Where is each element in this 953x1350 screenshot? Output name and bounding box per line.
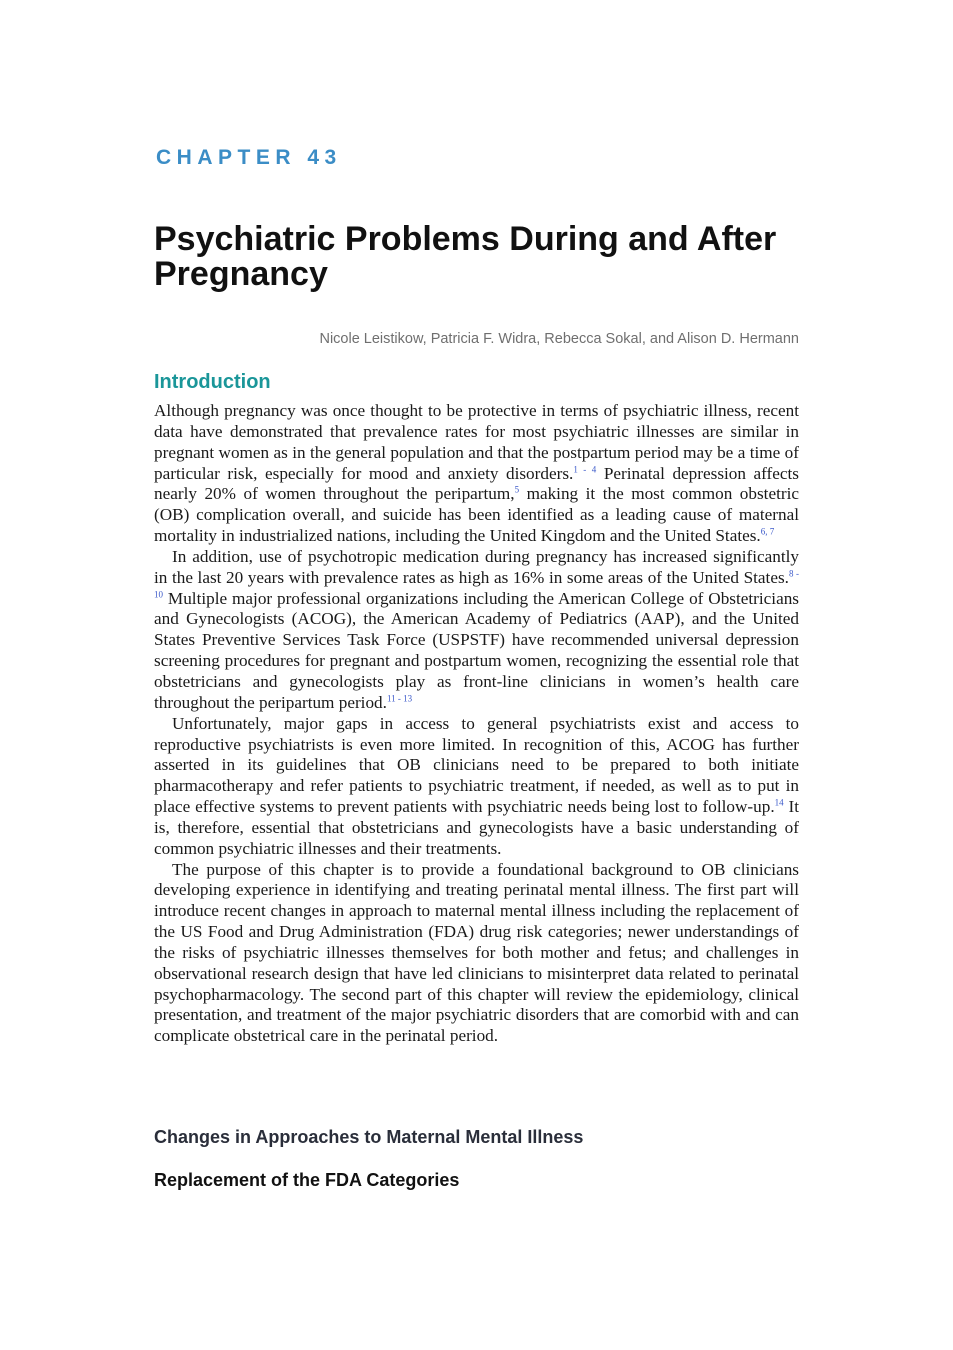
reference-link-5[interactable]: 5: [514, 484, 520, 495]
paragraph-1-text-c: making it the most common obstetric (OB) complication overall, and suicide has been identified as a leading cause of maternal mortality in industrialized nations, including the United Kingdom and the United States.: [154, 484, 799, 546]
reference-link-8-10[interactable]: 8 - 10: [154, 568, 800, 599]
chapter-authors: Nicole Leistikow, Patricia F. Widra, Rebecca Sokal, and Alison D. Hermann: [319, 331, 799, 347]
reference-link-6-7[interactable]: 6, 7: [760, 526, 775, 537]
paragraph-2-text-b: Multiple major professional organizations including the American College of Obstetricians and Gynecologists (ACOG), the American Academy of Pediatrics (AAP), and the United States Preventive Services Task Force (USPSTF) have recommended universal depression screening procedures for pregnant and postpartum women, recognizing the essential role that obstetricians and gynecologists play as front-line clinicians in women’s health care throughout the peripartum period.: [154, 588, 799, 712]
paragraph-4: [154, 860, 799, 1048]
paragraph-1-text-a: Although pregnancy was once thought to be protective in terms of psychiatric illness, recent data have demonstrated that prevalence rates for most psychiatric illnesses are similar in pregnant women as in the general population and that the postpartum period may be a time of particular risk, especially for mood and anxiety disorders.: [154, 401, 799, 483]
paragraph-1: [154, 401, 799, 547]
paragraph-3-text-b: It is, therefore, essential that obstetricians and gynecologists have a basic understanding of common psychiatric illnesses and their treatments.: [154, 797, 799, 858]
fda-section-heading: Replacement of the FDA Categories: [154, 1170, 460, 1190]
paragraph-4-text: The purpose of this chapter is to provide a foundational background to OB clinicians developing experience in identifying and treating perinatal mental illness. The first part will introduce recent changes in approach to maternal mental illness including the replacement of the US Food and Drug Administration (FDA) drug risk categories; newer understandings of the risks of psychiatric illnesses themselves for both mother and fetus; and challenges in observational research design that have led clinicians to misinterpret data related to perinatal psychopharmacology. The second part of this chapter will review the epidemiology, clinical presentation, and treatment of the major psychiatric disorders that are comorbid with and can complicate obstetrical care in the perinatal period.: [154, 859, 799, 1046]
reference-link-1-4[interactable]: 1 - 4: [573, 463, 597, 474]
paragraph-2: [154, 547, 799, 714]
changes-section-heading: Changes in Approaches to Maternal Mental Illness: [154, 1127, 584, 1147]
paragraph-2-text-a: In addition, use of psychotropic medication during pregnancy has increased significantly in the last 20 years with prevalence rates as high as 16% in some areas of the United States.: [154, 546, 799, 587]
chapter-title: Psychiatric Problems During and After Pregnancy: [154, 220, 777, 293]
reference-link-11-13[interactable]: 11 - 13: [386, 693, 413, 704]
introduction-body: [154, 401, 799, 1047]
paragraph-3-text-a: Unfortunately, major gaps in access to general psychiatrists exist and access to reproductive psychiatrists is even more limited. In recognition of this, ACOG has further asserted in its guidelines that OB clinicians need to be prepared to both initiate pharmacotherapy and refer patients to psychiatric treatment, if needed, as well as to put in place effective systems to prevent patients with psychiatric needs being lost to follow-up.: [154, 713, 799, 817]
paragraph-1-text-b: Perinatal depression affects nearly 20% of women throughout the peripartum,: [154, 463, 799, 504]
reference-link-14[interactable]: 14: [774, 797, 784, 808]
introduction-heading: Introduction: [154, 371, 271, 393]
paragraph-3: [154, 714, 799, 860]
chapter-label: CHAPTER 43: [156, 146, 342, 169]
